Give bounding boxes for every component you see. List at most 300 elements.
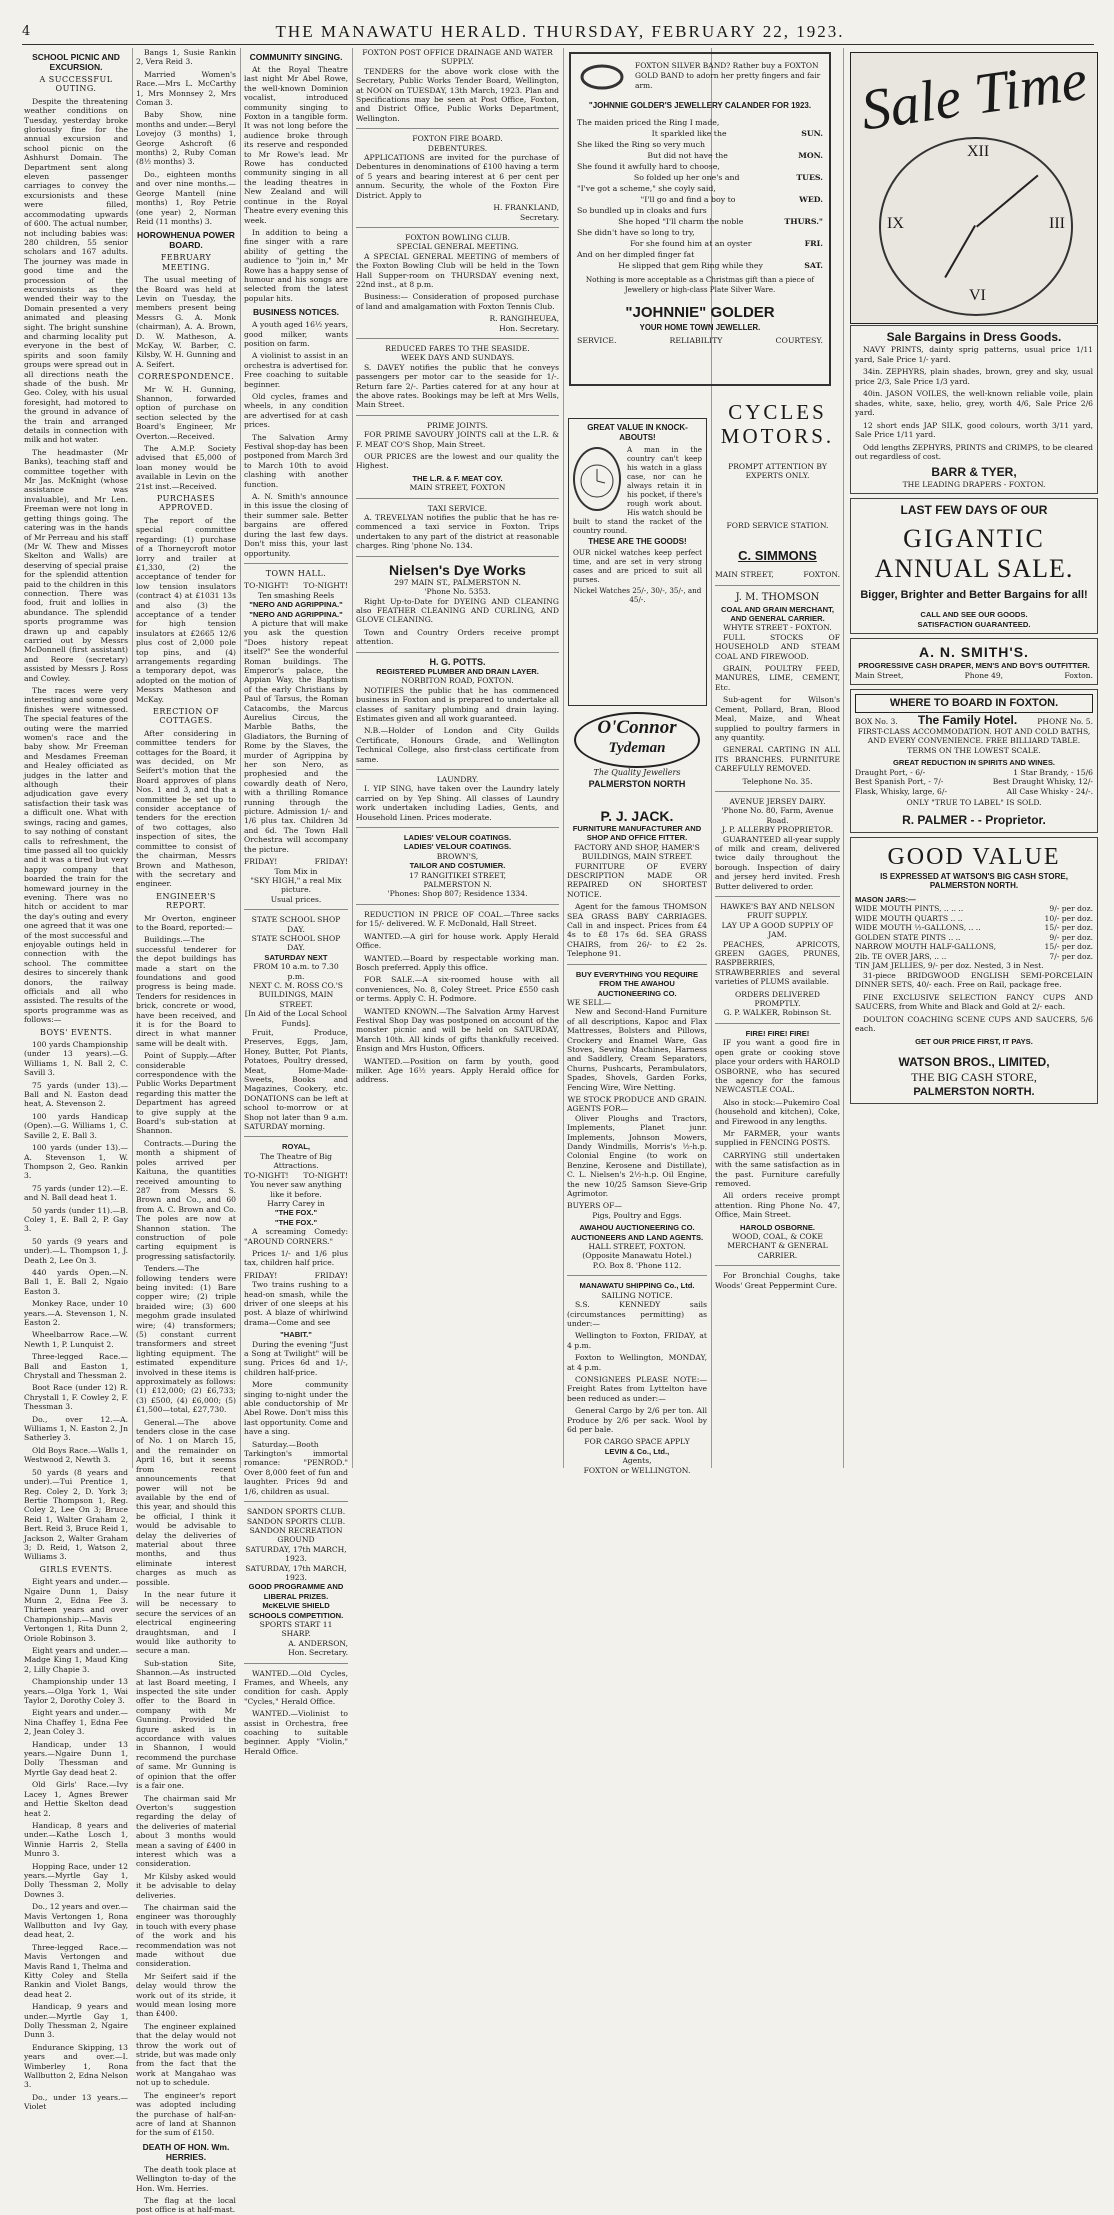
film-title: "THE FOX." — [274, 1208, 318, 1218]
price-item: All Case Whisky - 24/-. — [1006, 786, 1093, 796]
column-divider — [352, 48, 353, 1468]
business-name: BARR & TYER, — [931, 464, 1017, 479]
business-paragraph: Agent for the famous THOMSON SEA GRASS BABY CARRIAGES. Call in and inspect. Prices from £4 4s to £8 17s 6d. SEA GRASS CHAIRS, from 26/- to £2 2s. Telephone 91. — [567, 902, 707, 959]
value-reliability: RELIABILITY — [669, 336, 723, 345]
film-description: More community singing to-night under the able conductorship of Mr Abel Rowe. Don't miss this last opportunity. Come and have a sing. — [244, 1380, 349, 1437]
sale-time-illustration — [850, 46, 1098, 324]
business-trade: COAL AND GRAIN MERCHANT, AND GENERAL CARRIER. — [720, 604, 835, 624]
sale-time-lettering: Sale Time — [856, 46, 1091, 143]
jar-name: NARROW MOUTH HALF-GALLONS, — [855, 942, 997, 951]
column-community-singing — [244, 48, 349, 1756]
ad-heading: Sale Bargains in Dress Goods. — [886, 330, 1062, 344]
jar-price: 9/- per doz. — [1049, 932, 1093, 942]
business-trade: FURNITURE MANUFACTURER AND SHOP AND OFFICE FITTER. — [572, 824, 702, 843]
watch-advert — [568, 418, 707, 706]
article-paragraph: Buildings.—The successful tenderer for the depot buildings has made a start on the foundations and good progress is being made. Tenders for residences in brick, concrete or wood, have been received, and it is for the Board to direct in what manner same will be dealt with. — [136, 935, 236, 1048]
result-line: Handicap, under 13 years.—Ngaire Dunn 1, Dolly Thessman and Myrtle Gay dead heat 2. — [24, 1739, 128, 1777]
jar-price-row — [855, 904, 1093, 914]
divider — [244, 909, 348, 910]
article-heading: SCHOOL PICNIC AND EXCURSION. — [32, 52, 120, 72]
notice-signature: H. FRANKLAND, — [493, 203, 559, 213]
section-heading: BOYS' EVENTS. — [39, 1027, 113, 1037]
article-subheading: ENGINEER'S REPORT. — [156, 891, 216, 911]
watch-face-icon — [575, 449, 619, 509]
price-item: Best Draught Whisky, 12/- — [992, 777, 1093, 786]
classified-ad: REDUCTION IN PRICE OF COAL.—Three sacks for 15/- delivered. W. F. McDonald, Hall Street. — [356, 909, 559, 929]
film-title: "NERO AND AGRIPPINA." — [249, 609, 343, 619]
result-line: 100 yards Handicap (Open).—G. Williams 1, C. Saville 2, E. Ball 3. — [24, 1111, 128, 1140]
film-prices: Prices 1/- and 1/6 plus tax, children half price. — [244, 1248, 348, 1268]
ad-subheading: Bigger, Brighter and Better Bargains for all! — [860, 589, 1088, 601]
motors-heading: MOTORS. — [720, 424, 835, 448]
section-heading: GIRLS EVENTS. — [39, 1564, 113, 1574]
business-trade: REGISTERED PLUMBER AND DRAIN LAYER. — [376, 666, 539, 676]
ad-heading: LAST FEW DAYS OF OUR — [900, 503, 1048, 517]
wanted-ad: WANTED.—Violinist to assist in Orchestra, free coaching to suitable beginner. Apply "Violin," Herald Office. — [244, 1709, 348, 1756]
notice-heading: REDUCED FARES TO THE SEASIDE. — [385, 343, 530, 353]
masthead — [0, 0, 1114, 44]
notice-heading: FOXTON FIRE BOARD. — [412, 134, 503, 144]
poem-line — [577, 216, 823, 227]
sale-item: NAVY PRINTS, dainty sprig patterns, usual price 1/11 yard, Sale Price 1/- yard. — [855, 345, 1093, 364]
theatre-name: ROYAL, — [282, 1142, 310, 1152]
divider — [244, 1501, 348, 1502]
notice-paragraph: NOTIFIES the public that he has commenced business in Foxton and is prepared to undertake all classes of sanitary plumbing and drain laying. Estimates given and all work guaranteed. — [356, 685, 559, 723]
business-name: C. SIMMONS — [738, 548, 817, 564]
friday-label: FRIDAY! — [314, 857, 348, 867]
ad-heading: WHERE TO BOARD IN FOXTON. — [855, 694, 1093, 713]
column-divider — [132, 48, 133, 1468]
ad-item: FINE EXCLUSIVE SELECTION FANCY CUPS AND SAUCERS, from White and Black and Gold at 2/- each. — [855, 992, 1093, 1011]
article-paragraph: In the near future it will be necessary to secure the services of an electrical engineering draughtsman, and I would like authority to secure a man. — [136, 1589, 236, 1656]
article-paragraph: Sub-station Site, Shannon.—As instructed at last Board meeting, I inspected the site under offer to the Board in company with Mr Gunning. Provided the figure asked is in accordance with values in Shannon, I would recommend the purchase of same. Mr Gunning is of opinion that the offer is a fair one. — [136, 1658, 236, 1791]
business-owner: G. P. WALKER, Robinson St. — [723, 1008, 832, 1018]
business-name: HAROLD OSBORNE. — [739, 1222, 816, 1232]
article-heading: BUSINESS NOTICES. — [253, 307, 339, 318]
jar-price-row — [855, 942, 1093, 952]
ad-headline: GIGANTIC — [903, 524, 1045, 553]
jar-price: 15/- per doz. — [1044, 942, 1093, 951]
logo-tagline: The Quality Jewellers — [593, 768, 681, 777]
notice-subheading: SPECIAL GENERAL MEETING. — [396, 242, 519, 252]
business-address: NORBITON ROAD, FOXTON. — [401, 676, 514, 686]
ad-subheading: LAY UP A GOOD SUPPLY OF JAM. — [721, 920, 834, 940]
business-name: J. M. THOMSON — [735, 591, 820, 603]
notice-subheading: WEEK DAYS AND SUNDAYS. — [400, 353, 515, 363]
notice-paragraph: A. N. Smith's announce in this issue the closing of their summer sale. Better bargains are offered during the last few days. Don't miss this, your last opportunity. — [244, 492, 348, 558]
watch-ad-slogan: THESE ARE THE GOODS! — [588, 537, 687, 546]
result-line: Old Boys Race.—Walls 1, Westwood 2, Newth 3. — [24, 1445, 128, 1465]
tonight-label: TO-NIGHT! — [303, 581, 348, 591]
hotel-phone: PHONE No. 5. — [1037, 717, 1093, 726]
divider — [356, 904, 559, 905]
film-description: Saturday.—Booth Tarkington's immortal romance: "PENROD." Over 8,000 feet of fun and laughter. Prices 9d and 1/6, children as usual. — [244, 1439, 348, 1496]
shopday-time: FROM 10 a.m. to 7.30 p.m. — [253, 962, 339, 981]
notice-heading: TAXI SERVICE. — [427, 503, 488, 513]
notice-signature: R. RANGIHEUEA, — [489, 314, 559, 324]
column-divider — [843, 48, 844, 1468]
divider — [356, 498, 559, 499]
jeweller-tagline: YOUR HOME TOWN JEWELLER. — [639, 323, 761, 332]
classified-ad: WANTED.—A girl for house work. Apply Herald Office. — [356, 931, 559, 951]
watson-store-advert — [850, 837, 1098, 1105]
sale-item: 34in. ZEPHYRS, plain shades, brown, grey and sky, usual price 2/3, Sale Price 1/3 yard. — [855, 367, 1093, 386]
film-line: "SKY HIGH," a real Mix picture. — [250, 875, 342, 895]
ad-subheading: GREAT REDUCTION IN SPIRITS AND WINES. — [892, 758, 1055, 767]
business-phone: P.O. Box 8. 'Phone 112. — [592, 1260, 682, 1270]
article-paragraph: The chairman said the engineer was thoroughly in touch with every phase of the work and his recommendation was not made without due consideration. — [136, 1902, 236, 1969]
address-town: FOXTON. — [803, 570, 840, 580]
newspaper-title: THE MANAWATU HERALD. THURSDAY, FEBRUARY 22, 1923. — [275, 22, 845, 41]
jar-price: 10/- per doz. — [1044, 913, 1093, 923]
business-address: 17 RANGITIKEI STREET, — [408, 870, 507, 880]
price-row — [855, 768, 1093, 778]
poem-line: And on her dimpled finger fat — [577, 250, 695, 259]
jar-price: 7/- per doz. — [1049, 951, 1093, 961]
notice-paragraph: A violinist to assist in an orchestra is advertised for. Free coaching to suitable beginner. — [244, 351, 348, 389]
result-line: 100 yards (under 13).—A. Stevenson 1, W. Thompson 2, Geo. Rankin 3. — [24, 1143, 128, 1181]
ad-friday-row — [244, 1271, 348, 1280]
pocket-watch-icon — [573, 447, 621, 511]
business-address: FOXTON or WELLINGTON. — [583, 1465, 691, 1475]
result-line: Three-legged Race.—Ball and Easton 1, Chrystall and Thessman 2. — [24, 1352, 128, 1381]
gigantic-sale-advert — [850, 498, 1098, 634]
result-line: 75 yards (under 12).—E. and N. Ball dead heat 1. — [24, 1183, 128, 1203]
article-subheading: A SUCCESSFUL OUTING. — [39, 75, 113, 94]
result-line: 75 yards (under 13).—Ball and N. Easton dead heat, A. Stevenson 2. — [24, 1080, 128, 1109]
business-name: THE L.R. & F. MEAT COY. — [412, 473, 503, 483]
notice-paragraph: N.B.—Holder of London and City Guilds Certificate, Honours Grade, and Wellington Technical College, also first-class certificate from same. — [356, 726, 559, 764]
weekday: TUES. — [796, 173, 823, 182]
oconnor-tydeman-advert — [566, 708, 708, 804]
watch-ad-title: GREAT VALUE IN KNOCK-ABOUTS! — [587, 423, 688, 442]
poem-line: She liked the Ring so very much — [577, 140, 705, 149]
weekday: SAT. — [804, 261, 823, 270]
business-paragraph: IF you want a good fire in open grate or cooking stove place your orders with HAROLD OSBORNE, who has secured the agency for the famous NEWCASTLE COAL. — [715, 1038, 840, 1095]
notice-paragraph: The Salvation Army Festival shop-day has been postponed from March 3rd to March 10th to avoid clashing with another function. — [244, 432, 348, 489]
wanted-ad: WANTED.—Old Cycles, Frames, and Wheels, any condition for cash. Apply "Cycles," Herald Office. — [244, 1668, 348, 1706]
list-items: Pigs, Poultry and Eggs. — [592, 1210, 682, 1220]
ad-line: SATISFACTION GUARANTEED. — [917, 619, 1031, 629]
value-courtesy: COURTESY. — [775, 336, 823, 345]
price-row — [855, 777, 1093, 787]
column-cycles-coal — [715, 400, 840, 1468]
notice-heading: PRIME JOINTS. — [427, 420, 488, 430]
poem-line: She found it awfully hard to choose, — [577, 162, 720, 171]
film-title: "HABIT." — [280, 1330, 312, 1340]
jar-price-row — [855, 914, 1093, 924]
cycles-tagline: PROMPT ATTENTION BY EXPERTS ONLY. — [728, 462, 827, 481]
logo-text: Tydeman — [608, 740, 666, 756]
oconnor-tydeman-logo — [574, 712, 700, 768]
business-address: PALMERSTON N. — [423, 880, 492, 890]
divider — [356, 652, 559, 653]
business-paragraph: CARRYING still undertaken with the same satisfaction as in the past. Furniture carefully removed. — [715, 1150, 840, 1188]
club-date: SATURDAY, 17th MARCH, 1923. — [245, 1544, 347, 1564]
result-line: Eight years and under.—Madge King 1, Maud King 2, Lilly Chapie 3. — [24, 1646, 128, 1674]
jar-price: 15/- per doz. — [1044, 923, 1093, 932]
shopday-details: Fruit, Produce, Preserves, Eggs, Jam, Honey, Butter, Pot Plants, Potatoes, Poultry dressed, Meat, Home-Made-Sweets, Books and Magazines, Cookery, etc. DONATIONS can be left at school to-morrow or at Shop not later than 9 a.m. SATURDAY morning. — [244, 1028, 348, 1132]
article-heading: HOROWHENUA POWER BOARD. — [137, 230, 235, 251]
business-paragraph: PEACHES, APRICOTS, GREEN GAGES, PRUNES, RASPBERRIES, STRAWBERRIES and several varieties of PLUMS available. — [715, 939, 840, 987]
ad-headline: GOOD VALUE — [887, 843, 1061, 870]
column-school-picnic — [24, 48, 128, 2112]
ad-heading: LADIES' VELOUR COATINGS. — [403, 833, 512, 843]
business-name: LEVIN & Co., Ltd., — [604, 1446, 670, 1456]
smith-advert — [850, 638, 1098, 685]
sale-item: 12 short ends JAP SILK, good colours, worth 3/11 yard, Sale Price 1/11 yard. — [855, 420, 1093, 439]
notice-paragraph: FOR PRIME SAVOURY JOINTS call at the L.R. & F. MEAT CO'S Shop, Main Street. — [356, 430, 559, 449]
ad-heading: BUY EVERYTHING YOU REQUIRE FROM THE AWAHOU AUCTIONEERING CO. — [575, 969, 699, 998]
club-competition: McKELVIE SHIELD SCHOOLS COMPETITION. — [248, 1601, 344, 1620]
price-item: 1 Star Brandy, - 15/6 — [1013, 767, 1093, 777]
business-tagline: THE BIG CASH STORE, — [911, 1070, 1037, 1084]
result-line: Hopping Race, under 12 years.—Myrtle Gay 1, Dolly Thessman 2, Molly Downes 3. — [24, 1861, 128, 1899]
business-name: MANAWATU SHIPPING Co., Ltd. — [579, 1281, 695, 1291]
shopday-venue: NEXT C. M. ROSS CO.'S BUILDINGS, MAIN STREET. — [249, 980, 343, 1009]
article-paragraph: Mr Kilsby asked would it be advisable to delay deliveries. — [136, 1871, 236, 1900]
film-line: Usual prices. — [270, 894, 322, 904]
business-address: FACTORY AND SHOP, HAMER'S BUILDINGS, MAIN STREET. — [574, 842, 700, 862]
ad-item: 31-piece BRIDGWOOD ENGLISH SEMI-PORCELAIN DINNER SETS, 40/- each. Free on Rail, package free. — [855, 970, 1093, 989]
business-name: AWAHOU AUCTIONEERING CO. AUCTIONEERS AND LAND AGENTS. — [570, 1223, 704, 1242]
friday-label: FRIDAY! — [244, 1270, 278, 1280]
list-label: WE STOCK PRODUCE AND GRAIN. — [567, 1094, 707, 1104]
jar-price-row — [855, 923, 1093, 933]
article-paragraph: The A.M.P. Society advised that £5,000 of loan money would be available in Levin on the 21st inst.—Received. — [136, 444, 236, 491]
poem-line — [577, 128, 823, 139]
jar-price-row — [855, 952, 1093, 962]
jar-price-list — [855, 904, 1093, 971]
business-owner: J. P. ALLERBY PROPRIETOR. — [721, 825, 834, 835]
film-description: A screaming Comedy: "AROUND CORNERS." — [244, 1227, 348, 1246]
value-service: SERVICE. — [577, 336, 617, 345]
business-name: AVENUE JERSEY DAIRY. — [729, 796, 826, 806]
notice-heading: LAUNDRY. — [436, 775, 479, 784]
cycles-heading: CYCLES — [728, 400, 827, 424]
divider — [715, 1023, 840, 1024]
divider — [356, 338, 559, 339]
business-paragraph: FURNITURE OF EVERY DESCRIPTION MADE OR REPAIRED ON SHORTEST NOTICE. — [567, 861, 707, 899]
business-paragraph: S.S. KENNEDY sails (circumstances permitting) as under:— — [567, 1300, 707, 1328]
result-line: Eight years and under.—Ngaire Dunn 1, Daisy Munn 2, Edna Fee 3. Thirteen years and over Championship.—Mavis Vertongen 1, Rita Dunn 2, Oriole Robinson 3. — [24, 1577, 128, 1643]
film-description: Two trains rushing to a head-on smash, while the driver of one sleeps at his post. A blaze of whirlwind drama—Come and see — [244, 1280, 348, 1327]
result-line: 440 yards Open.—N. Ball 1, E. Ball 2, Ngaio Easton 3. — [24, 1267, 128, 1296]
club-start: SPORTS START 11 SHARP. — [259, 1619, 333, 1639]
result-line: Handicap, 8 years and under.—Kathe Losch 1, Winnie Harris 2, Stella Munro 3. — [24, 1820, 128, 1859]
result-line: Baby Show, nine months and under.—Beryl Lovejoy (3 months) 1, George Ashcroft (6 months) 2, Ruby Coman (8½ months) 3. — [136, 110, 236, 167]
ford-station: FORD SERVICE STATION. — [726, 520, 829, 530]
business-paragraph: Sub-agent for Wilson's Cement, Pollard, Bran, Blood Meal, Maize, and Wheat supplied to poultry farmers in any quantity. — [715, 695, 840, 742]
column-divider — [240, 48, 241, 1468]
poem-line — [577, 172, 823, 183]
article-heading: COMMUNITY SINGING. — [249, 52, 343, 62]
article-paragraph: The engineer's report was adopted including the purchase of half-an-acre of land at Shannon for the sum of £150. — [136, 2090, 236, 2138]
business-name: WATSON BROS., LIMITED, — [898, 1055, 1050, 1069]
business-phone: 'Phone No. 80, Farm, Avenue Road. — [721, 806, 834, 825]
business-paragraph: FULL STOCKS OF HOUSEHOLD AND STEAM COAL AND FIREWOOD. — [715, 632, 840, 661]
business-paragraph: For Bronchial Coughs, take Woods' Great Peppermint Cure. — [715, 1271, 840, 1290]
jar-name: 2lb. TE OVER JARS, .. .. — [855, 951, 947, 961]
notice-paragraph: Old cycles, frames and wheels, in any condition are advertised for at cash prices. — [244, 392, 348, 430]
shopday-purpose: [In Aid of the Local School Funds]. — [244, 1009, 348, 1028]
weekday: WED. — [799, 195, 823, 204]
result-line: Eight years and under.—Nina Chaffey 1, Edna Fee 2, Jean Coley 3. — [24, 1708, 128, 1737]
clock-icon: XII III VI IX — [879, 137, 1073, 316]
business-address: HALL STREET, FOXTON. — [588, 1242, 686, 1252]
poem-line: The maiden priced the Ring I made, — [577, 118, 720, 127]
result-line: 100 yards Championship (under 13 years).—G. Williams 1, N. Ball 2, C. Savill 3. — [24, 1040, 128, 1078]
jar-name: TIN JAM JELLIES, 9/- per doz. Nested, 3 in Nest. — [855, 961, 1044, 970]
club-heading: SANDON SPORTS CLUB. — [246, 1507, 346, 1517]
business-paragraph: All orders receive prompt attention. Ring Phone No. 47, Office, Main Street. — [715, 1191, 840, 1220]
article-paragraph: General.—The above tenders close in the case of No. 1 on March 15, and the remainder on April 16, but it seems from recent announcements that power will not be available by the end of this year, and should this be official, I think it would be advisable to delay the deliveries of material about three months, and thus eliminate interest charges as much as possible. — [136, 1417, 236, 1587]
column-power-board — [136, 48, 236, 2215]
club-prizes: GOOD PROGRAMME AND LIBERAL PRIZES. — [248, 1582, 344, 1601]
classified-ad: WANTED.—Position on farm by youth, good milker. Age 16½ years. Apply Herald office for address. — [356, 1056, 559, 1085]
hotel-proprietor: R. PALMER - - Proprietor. — [902, 812, 1046, 827]
jeweller-gift-note: Nothing is more acceptable as a Christmas gift than a piece of Jewellery or high-class Plate Silver Ware. — [585, 275, 815, 294]
club-heading: SANDON SPORTS CLUB. — [246, 1516, 346, 1526]
theatre-tagline: The Theatre of Big Attractions. — [259, 1151, 333, 1171]
result-line: Old Girls' Race.—Ivy Lacey 1, Agnes Brewer and Hettie Skelton dead heat 2. — [24, 1780, 128, 1818]
shopday-heading: STATE SCHOOL SHOP DAY. — [251, 933, 341, 953]
business-address: PALMERSTON NORTH. — [913, 1086, 1035, 1098]
divider — [356, 415, 559, 416]
club-secretary: A. ANDERSON, — [288, 1638, 348, 1648]
address-street: MAIN STREET, — [715, 570, 774, 580]
calendar-title: "JOHNNIE GOLDER'S JEWELLERY CALANDER FOR 1923. — [588, 101, 812, 110]
tonight-label: TO-NIGHT! — [244, 1170, 289, 1180]
result-line: Wheelbarrow Race.—W. Newth 1, P. Lunquist 2. — [24, 1330, 128, 1349]
article-paragraph: The report of the special committee regarding: (1) purchase of a Thorneycroft motor lorry and trailer at £1,330, (2) the acceptance of tender for low tension insulators (contract 4) at £1031 13s and also (3) the acceptance of a tender for high tension insulators at £2665 12/6 plus cost of 2,000 pole top pins, and (4) arrangements regarding a temporary depot, was adopted on the motion of Messrs Matheson and McKay. — [136, 515, 236, 704]
divider — [356, 556, 559, 557]
film-line: You never saw anything like it before. — [250, 1180, 342, 1199]
result-line: Monkey Race, under 10 years.—A. Stevenson 1, N. Easton 2. — [24, 1299, 128, 1327]
hotel-name: The Family Hotel. — [917, 713, 1018, 727]
ad-line: CALL AND SEE OUR GOODS. — [920, 610, 1028, 619]
business-address: MAIN STREET, FOXTON — [409, 483, 506, 493]
business-paragraph: General Cargo by 2/6 per ton. All Produce by 2/6 per sack. Wool by 6d per bale. — [567, 1406, 707, 1434]
result-line: Do., 12 years and over.—Mavis Vertongen 1, Rona Wallbutton and Ivy Gay, dead heat, 2. — [24, 1902, 128, 1940]
business-name: BROWN'S, — [436, 851, 479, 861]
business-phone: Telephone No. 35. — [742, 776, 813, 786]
business-paragraph: GRAIN, POULTRY FEED, MANURES, LIME, CEMENT, Etc. — [715, 664, 840, 692]
ad-friday-row — [244, 857, 348, 866]
article-paragraph: At the Royal Theatre last night Mr Abel Rowe, the well-known Dominion vocalist, introduced community singing to Foxton in a tangible form. It was not long before the audience broke through its reserve and responded to Mr Rowe's lead. Mr Rowe has conducted community singing in all the leading theatres in New Zealand and will continue in the Royal Theatre every evening this week. — [244, 65, 348, 225]
business-address: (Opposite Manawatu Hotel.) — [582, 1251, 692, 1261]
film-line: Tom Mix in — [274, 866, 318, 876]
article-heading: DEATH OF HON. Wm. HERRIES. — [142, 2141, 230, 2162]
article-paragraph: After considering in committee tenders for cottages for the Board, it was decided, on Mr Seifert's motion that the Board approves of plans Nos. 1 and 3, and that a committee be set up to consider acceptance of tenders for the erection of two cottages, also inspection of sites, the committee to consist of the chairman, Messrs Brown and Matheson, with the secretary and engineer. — [136, 728, 236, 889]
ad-heading: HAWKE'S BAY AND NELSON FRUIT SUPPLY. — [720, 902, 835, 921]
poem-text: It sparkled like the — [651, 129, 727, 138]
divider — [715, 1265, 840, 1266]
logo-location: PALMERSTON NORTH — [588, 779, 686, 789]
ad-subheading: MASON JARS:— — [855, 894, 916, 904]
business-paragraph: Oliver Ploughs and Tractors, Implements, Planet junr. Implements, Johnson Mowers, Dandy Windmills, Morris's ½-h.p. Colonial Engine (to work on Benzine, Kerosene and Distillate), C. L. Nielsen's 2½-h.p. Oil Engine, the new 10/25 Samson Sieve-Grip Agrimotor. — [567, 1113, 707, 1199]
jar-price-row — [855, 961, 1093, 971]
poem-text: "I'll go and find a boy to — [640, 195, 736, 204]
classified-ad: FOR SALE.—A six-roomed house with all conveniences, No. 8, Coley Street. Price £550 cash or terms. Apply C. H. Podmore. — [356, 975, 559, 1004]
business-paragraph: GUARANTEED all-year supply of milk and cream, delivered twice daily throughout the borough. Inspection of dairy and jersey herd invited. Fresh Butter delivered to order. — [715, 834, 840, 891]
poem-text: He slipped that gem Ring while they — [618, 261, 763, 270]
ad-subheading: ORDERS DELIVERED PROMPTLY. — [735, 989, 820, 1009]
classified-ad: WANTED KNOWN.—The Salvation Army Harvest Festival Shop Day was postponed on account of the monster picnic and will be held on SATURDAY, March 10th. All kinds of gifts thankfully received. Ensign and Mrs Huston, Officers. — [356, 1006, 559, 1054]
business-name: H. G. POTTS. — [429, 656, 486, 667]
notice-signature-title: Secretary. — [520, 212, 559, 222]
list-label: WE SELL— — [567, 997, 612, 1007]
jar-price: 9/- per doz. — [1049, 904, 1093, 913]
divider — [356, 827, 559, 828]
notice-paragraph: Right Up-to-Date for DYEING AND CLEANING also FEATHER CLEANING AND CURLING, AND GLOVE CLEANING. — [356, 596, 559, 625]
notice-paragraph: Town and Country Orders receive prompt attention. — [356, 627, 559, 647]
barr-tyer-advert — [850, 325, 1098, 494]
poem-line — [577, 260, 823, 271]
sale-item: Odd lengths ZEPHYRS, PRINTS and CRIMPS, to be cleared out regardless of cost. — [855, 442, 1093, 461]
address-town: Foxton. — [1064, 670, 1093, 680]
notice-paragraph: A youth aged 16½ years, good milker, wants position on farm. — [244, 320, 348, 348]
ad-heading: TOWN HALL. — [265, 568, 327, 578]
jar-name: WIDE MOUTH PINTS, .. .. .. — [855, 904, 964, 913]
result-line: Do., under 13 years.—Violet — [24, 2092, 128, 2112]
divider — [244, 563, 348, 564]
article-paragraph: Tenders.—The following tenders were being invited: (1) Bare copper wire; (2) triple braided wire; (3) 600 megohm grade insulated wire; (4) transformers; (5) constant current transformers and street lighting equipment. The estimated expenditure involved in these items is approximately as follows: (1) £12,000; (2) £6,733; (3) £500, (4) £6,000; (5) £1,500—total, £27,730. — [136, 1264, 236, 1415]
jeweller-name: "JOHNNIE" GOLDER — [625, 304, 775, 321]
notice-paragraph: A. TREVELYAN notifies the public that he has re-commenced a taxi service in Foxton. Trips undertaken to any part of the district at reasonable charges. Ring 'phone No. 134. — [356, 513, 559, 551]
business-name: Nielsen's Dye Works — [389, 561, 526, 578]
poem-text: For she found him at an oyster — [630, 239, 752, 248]
poem-line — [577, 238, 823, 249]
notice-heading: FOXTON BOWLING CLUB. — [405, 232, 510, 242]
poem-text: She hoped "I'll charm the noble — [618, 217, 744, 226]
divider — [715, 896, 840, 897]
family-hotel-advert — [850, 689, 1098, 833]
address-street: Main Street, — [855, 670, 904, 680]
article-paragraph: The usual meeting of the Board was held at Levin on Tuesday, the members present being Messrs G. A. Monk (chairman), A. A. Brown, D. W. Matheson, A. McKay, W. Barber, C. Kilsby, W. H. Gunning and A. Seifert. — [136, 275, 236, 369]
film-description: During the evening "Just a Song at Twilight" will be sung. Prices 6d and 1/-, children half-price. — [244, 1339, 348, 1377]
film-description: A picture that will make you ask the question "Does history repeat itself?" See the wonderful Roman buildings. The Emperor's palace, the Appian Way, the Baptism of the early Christians by Paul of Tarsus, the Roman Catacombs, the Marcus Aurelius Circus, the Marble Baths, the Gladiators, the Burning of Rome by the Slaves, the murder of Agrippina by her son Nero, as prophesied and the cowardly death of Nero, with a thrilling Romance running through the picture. Admission 1/- and 1/6 plus tax. Children 3d and 6d. The Town Hall Orchestra will accompany the picture. — [244, 618, 348, 854]
article-paragraph: The engineer explained that the delay would not throw the work out of stride, but was made only from the fact that the work at Mangahao was not up to schedule. — [136, 2021, 236, 2088]
jeweller-intro: FOXTON SILVER BAND? Rather buy a FOXTON GOLD BAND to adorn her pretty fingers and fair arm. — [635, 61, 821, 90]
business-paragraph: New and Second-Hand Furniture of all descriptions, Kapoc and Flax Mattresses, Bolsters and Pillows, Crockery and Enamel Ware, Gas Stoves, Sewing Machines, Harness and Saddlery, Cream Separators, Churns, Pushcarts, Perambulators, Spades, Shovels, Garden Forks, Fencing Wire, Wire Netting. — [567, 1007, 707, 1092]
film-line: Ten smashing Reels — [257, 590, 335, 600]
notice-subheading: SAILING NOTICE. — [601, 1290, 673, 1300]
poem-line — [577, 194, 823, 205]
result-line: 50 yards (8 years and under).—Tui Prentice 1, Reg. Coley 2, D. York 3; Bertie Thompson 1, Reg. Coley 2, Lee On 3; Bruce Reid 1, Walter Graham 2, Bert. Reid 3, Bruce Reid 1, Jackson 2, Walter Graham 3; D. Reid, 1, Watson 2, Williams 3. — [24, 1467, 128, 1562]
jar-name: GOLDEN STATE PINTS .. .. — [855, 932, 961, 942]
weekday: THURS." — [784, 217, 823, 226]
ad-line: GET OUR PRICE FIRST, IT PAYS. — [915, 1036, 1033, 1046]
article-paragraph: Contracts.—During the month a shipment of poles arrived per Kaituna, the quantities received amounting to 287 from Messrs S. Brown and Co., and 60 from A. C. Brown and Co. The poles are now at Shannon station. The construction of pole carting equipment is progressing satisfactorily. — [136, 1138, 236, 1261]
result-line: Three-legged Race.—Mavis Vertongen and Mavis Rand 1, Thelma and Kitty Coley and Stella Rankin and Violet Bangs, dead heat 2. — [24, 1942, 128, 1999]
poem-line: "I've got a scheme," she coyly said, — [577, 184, 716, 193]
article-paragraph: The flag at the local post office is at half-mast. — [136, 2195, 236, 2215]
result-line: 50 yards (under 11).—B. Coley 1, E. Ball 2, P. Gay 3. — [24, 1205, 128, 1234]
jeweller-values — [577, 335, 823, 346]
notice-paragraph: OUR PRICES are the lowest and our quality the Highest. — [356, 452, 559, 471]
ad-line: ONLY "TRUE TO LABEL" IS SOLD. — [906, 798, 1042, 807]
weekday: SUN. — [801, 129, 823, 138]
business-paragraph: Also in stock:—Pukemiro Coal (household and kitchen), Coke, and Firewood in any lengths. — [715, 1097, 840, 1126]
article-paragraph: The chairman said Mr Overton's suggestion regarding the delay of the deliveries of material about 3 months would mean a saving of £400 in interest which was a consideration. — [136, 1793, 236, 1869]
list-label: FOR CARGO SPACE APPLY — [584, 1437, 690, 1447]
business-name: P. J. JACK. — [600, 808, 674, 824]
logo-text: O'Connor — [597, 717, 677, 738]
result-line: Do., over 12.—A. Williams 1, N. Easton 2, Jn Satherley 3. — [24, 1414, 128, 1443]
jar-price-row — [855, 933, 1093, 943]
result-line: Do., eighteen months and over nine months.—George Mantell (nine months) 1, Roy Petrie (one year) 2, Norman Reid (11 months) 3. — [136, 169, 236, 226]
